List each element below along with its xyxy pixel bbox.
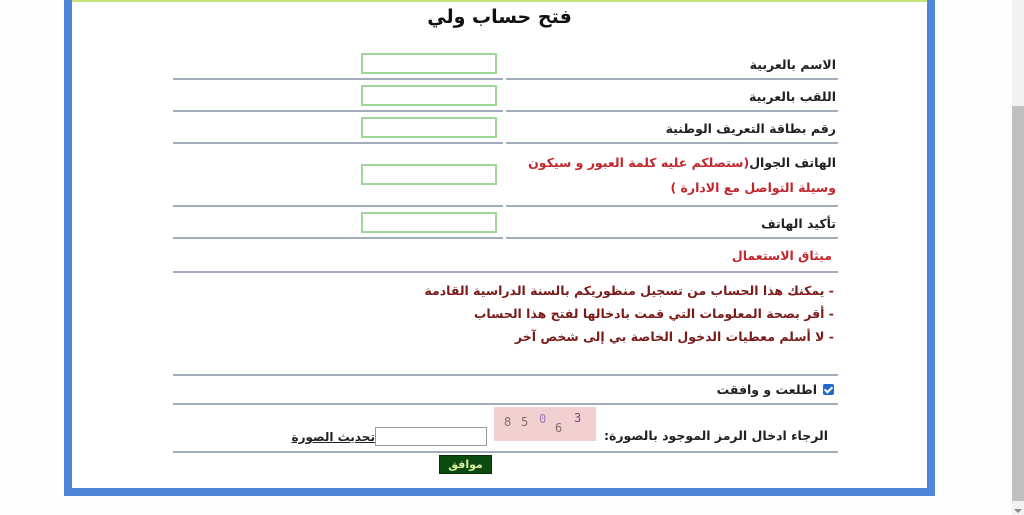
page-title: فتح حساب ولي	[427, 6, 572, 28]
agree-checkbox[interactable]	[823, 384, 834, 395]
form-row-national-id	[173, 112, 838, 144]
field-label: الاسم بالعربية	[506, 48, 838, 80]
submit-button[interactable]: موافق	[439, 455, 492, 474]
scrollbar-thumb[interactable]	[1012, 106, 1024, 501]
scroll-down-arrow-icon[interactable]	[1014, 509, 1022, 513]
captcha-input[interactable]	[375, 427, 487, 446]
captcha-digit: 8	[503, 415, 512, 429]
captcha-image	[494, 407, 596, 441]
submit-row	[173, 453, 838, 474]
captcha-digit: 6	[554, 421, 563, 435]
charter-item: - يمكنك هذا الحساب من تسجيل منظوريكم بالسنة الدراسية القادمة	[424, 283, 834, 298]
form-row-mobile-phone	[173, 144, 838, 207]
field-note: (ستصلكم عليه كلمة العبور و سيكون وسيلة التواصل مع الادارة )	[528, 155, 836, 195]
captcha-row	[173, 405, 838, 453]
captcha-digit: 0	[538, 412, 547, 426]
agree-control[interactable]	[173, 376, 838, 403]
captcha-digit: 3	[573, 411, 582, 425]
field-label: تأكيد الهاتف	[506, 207, 838, 239]
charter-title: ميثاق الاستعمال	[731, 248, 832, 263]
form-row-arabic-surname	[173, 80, 838, 112]
charter-item: - لا أسلم معطيات الدخول الخاصة بي إلى شخص آخر	[514, 329, 834, 344]
refresh-captcha-link[interactable]: تحديث الصورة	[291, 430, 375, 444]
charter-item: - أقر بصحة المعلومات التي قمت بادخالها لفتح هذا الحساب	[473, 306, 834, 321]
charter-title-row	[173, 239, 838, 273]
charter-list	[173, 273, 838, 374]
vertical-scrollbar[interactable]	[1012, 0, 1024, 515]
parent-account-form	[173, 48, 838, 474]
national-id-input[interactable]	[361, 117, 497, 138]
field-label: اللقب بالعربية	[506, 80, 838, 112]
captcha-digit: 5	[520, 415, 529, 429]
arabic-name-input[interactable]	[361, 53, 497, 74]
form-row-arabic-name	[173, 48, 838, 80]
page-frame	[64, 0, 935, 496]
field-label: رقم بطاقة التعريف الوطنية	[506, 112, 838, 144]
field-cell	[173, 112, 503, 144]
confirm-phone-input[interactable]	[361, 212, 497, 233]
form-row-confirm-phone	[173, 207, 838, 239]
agree-row	[173, 376, 838, 405]
field-cell	[173, 48, 503, 80]
agree-label: اطلعت و وافقت	[716, 382, 817, 397]
captcha-container	[173, 405, 838, 451]
field-cell	[173, 144, 503, 207]
captcha-label: الرجاء ادخال الرمز الموجود بالصورة:	[603, 428, 828, 443]
arabic-surname-input[interactable]	[361, 85, 497, 106]
field-cell	[173, 207, 503, 239]
field-label: الهاتف الجوال	[749, 155, 836, 170]
field-label-group	[506, 144, 838, 207]
mobile-phone-input[interactable]	[361, 164, 497, 185]
charter-list-row	[173, 273, 838, 376]
field-cell	[173, 80, 503, 112]
